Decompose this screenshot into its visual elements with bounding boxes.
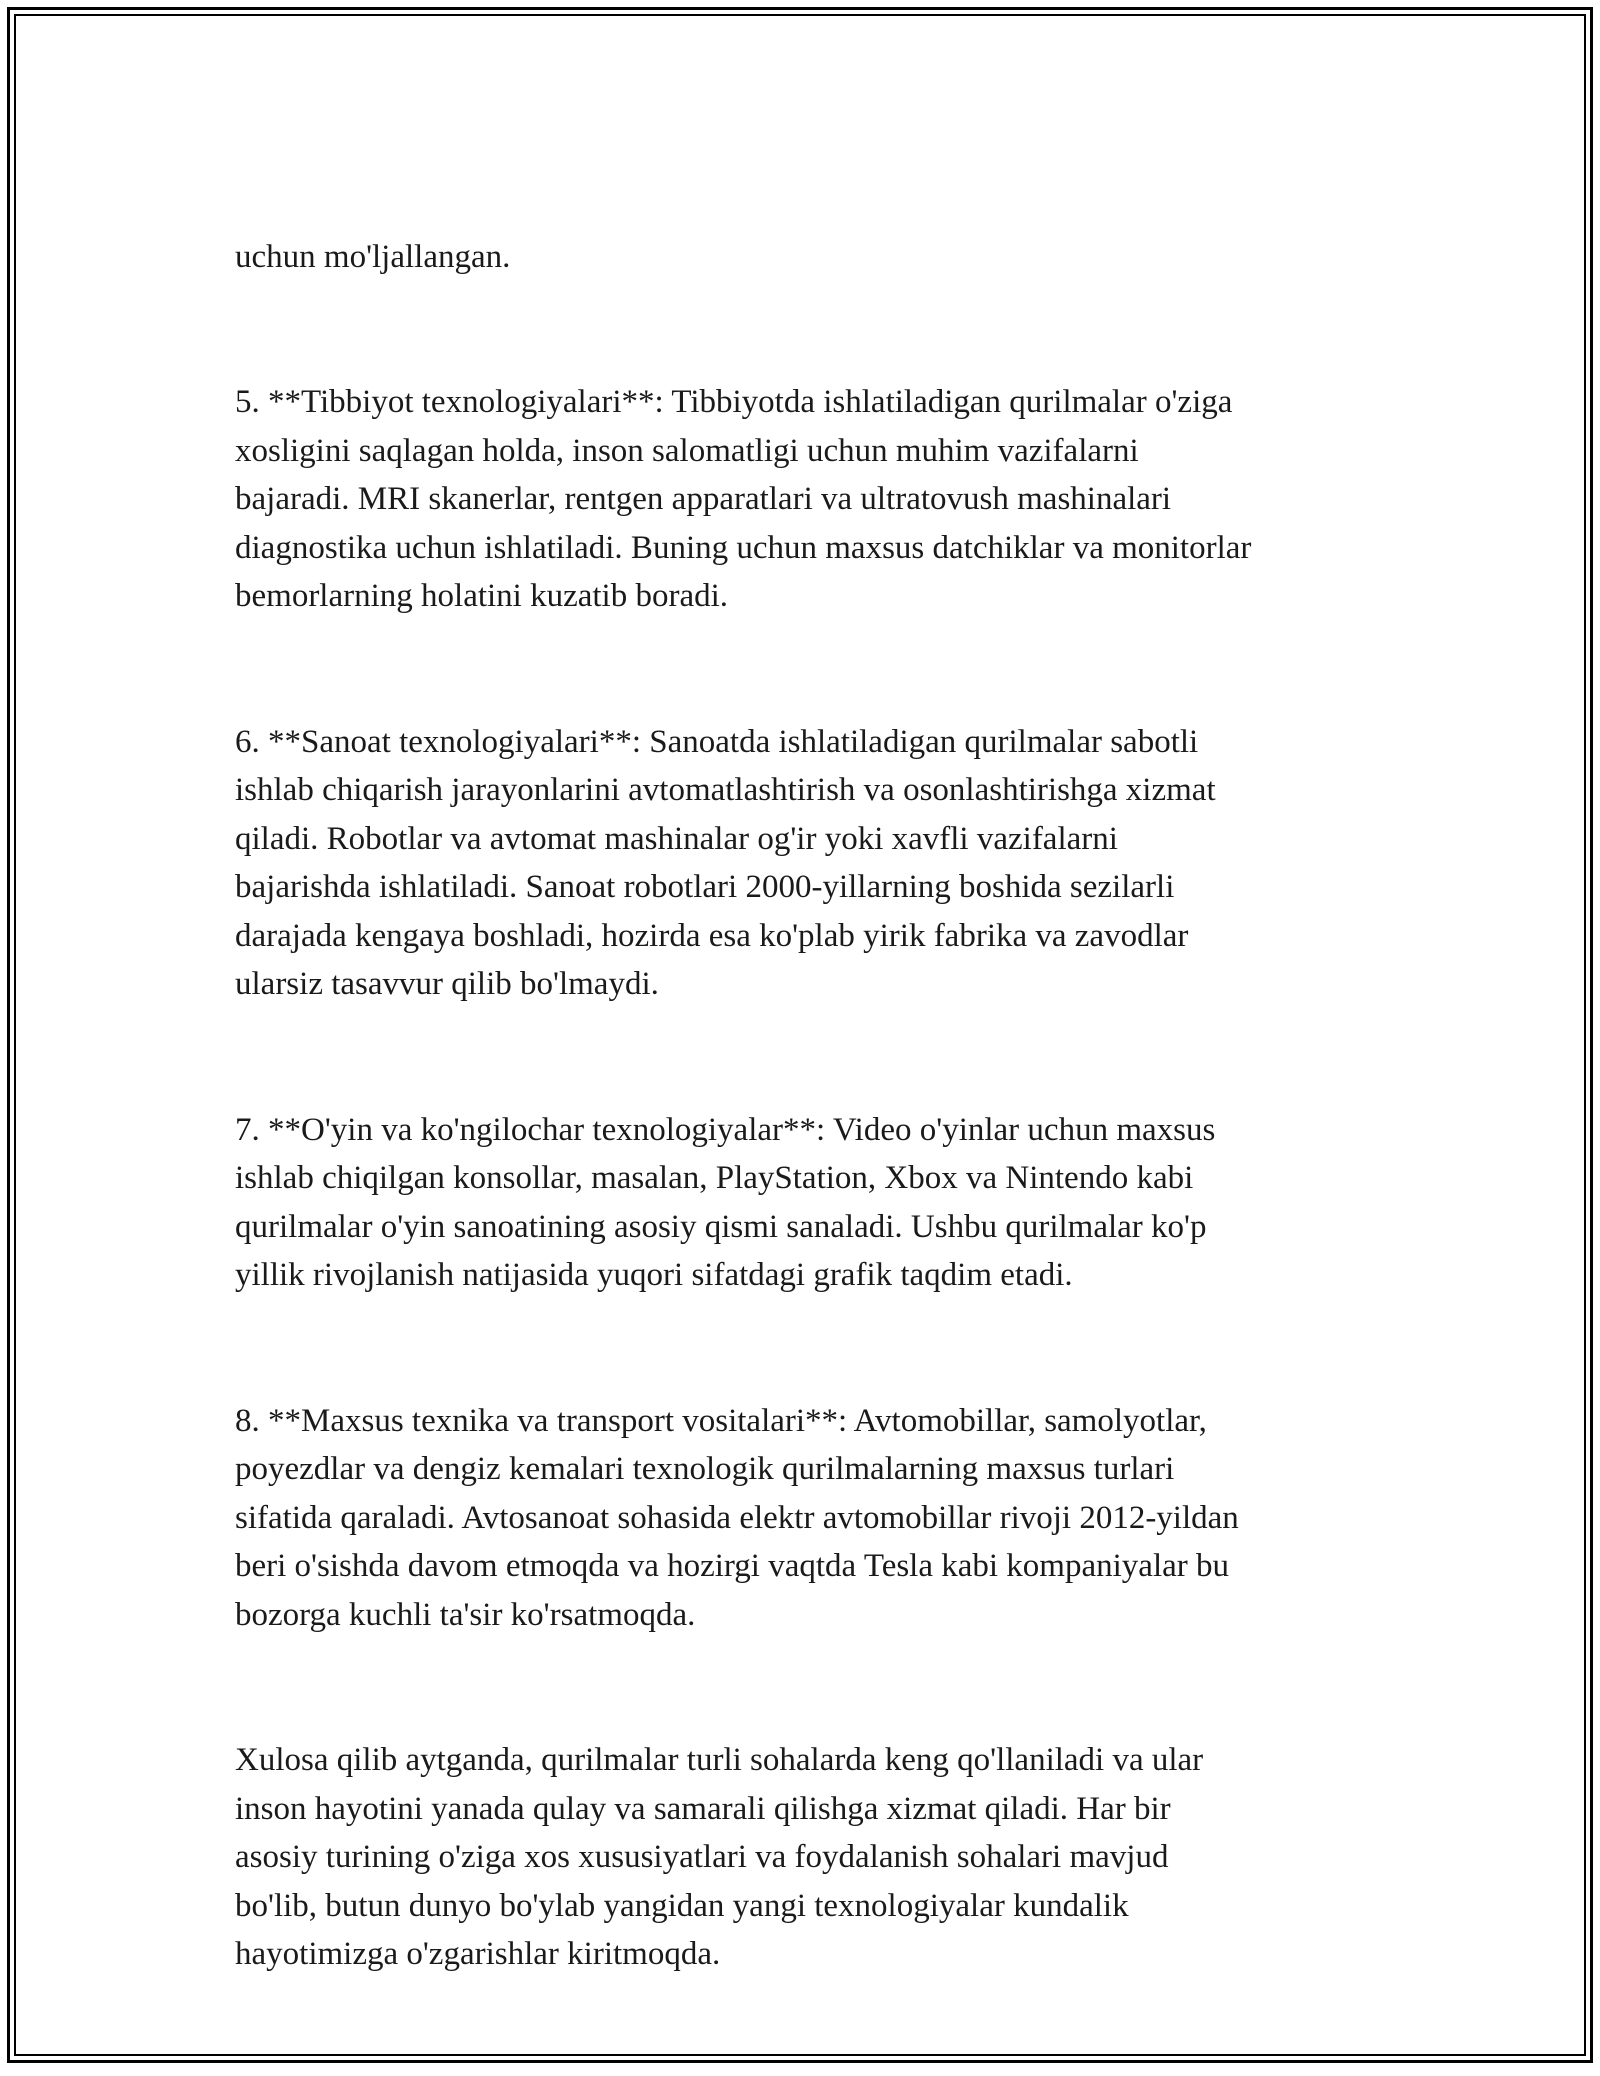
paragraph-gaming-technologies: 7. **O'yin va ko'ngilochar texnologiyalar**: Video o'yinlar uchun maxsus ishlab chiqilgan konsollar, masalan, PlayStation, Xbox va Nintendo kabi qurilmalar o'yin sanoatining asosiy qismi sanaladi. Ushbu qurilmalar ko'p yillik rivojlanish natijasida yuqori sifatdagi grafik taqdim etadi. xyxy=(235,1111,1216,1293)
document-body xyxy=(235,184,1385,2076)
paragraph-industrial-technologies: 6. **Sanoat texnologiyalari**: Sanoatda ishlatiladigan qurilmalar sabotli ishlab chiqarish jarayonlarini avtomatlashtirish va osonlashtirishga xizmat qiladi. Robotlar va avtomat mashinalar og'ir yoki xavfli vazifalarni bajarishda ishlatiladi. Sanoat robotlari 2000-yillarning boshida sezilarli darajada kengaya boshladi, hozirda esa ko'plab yirik fabrika va zavodlar ularsiz tasavvur qilib bo'lmaydi. xyxy=(235,723,1216,1002)
paragraph-conclusion: Xulosa qilib aytganda, qurilmalar turli sohalarda keng qo'llaniladi va ular inson hayotini yanada qulay va samarali qilishga xizmat qiladi. Har bir asosiy turining o'ziga xos xususiyatlari va foydalanish sohalari mavjud bo'lib, butun dunyo bo'ylab yangidan yangi texnologiyalar kundalik hayotimizga o'zgarishlar kiritmoqda. xyxy=(235,1742,1204,1972)
paragraph-special-vehicles: 8. **Maxsus texnika va transport vositalari**: Avtomobillar, samolyotlar, poyezdlar va dengiz kemalari texnologik qurilmalarning maxsus turlari sifatida qaraladi. Avtosanoat sohasida elektr avtomobillar rivoji 2012-yildan beri o'sishda davom etmoqda va hozirgi vaqtda Tesla kabi kompaniyalar bu bozorga kuchli ta'sir ko'rsatmoqda. xyxy=(235,1402,1239,1633)
paragraph-continuation: uchun mo'ljallangan. xyxy=(235,238,511,275)
paragraph-medical-technologies: 5. **Tibbiyot texnologiyalari**: Tibbiyotda ishlatiladigan qurilmalar o'ziga xosligini saqlagan holda, inson salomatligi uchun muhim vazifalarni bajaradi. MRI skanerlar, rentgen apparatlari va ultratovush mashinalari diagnostika uchun ishlatiladi. Buning uchun maxsus datchiklar va monitorlar bemorlarning holatini kuzatib boradi. xyxy=(235,384,1252,614)
